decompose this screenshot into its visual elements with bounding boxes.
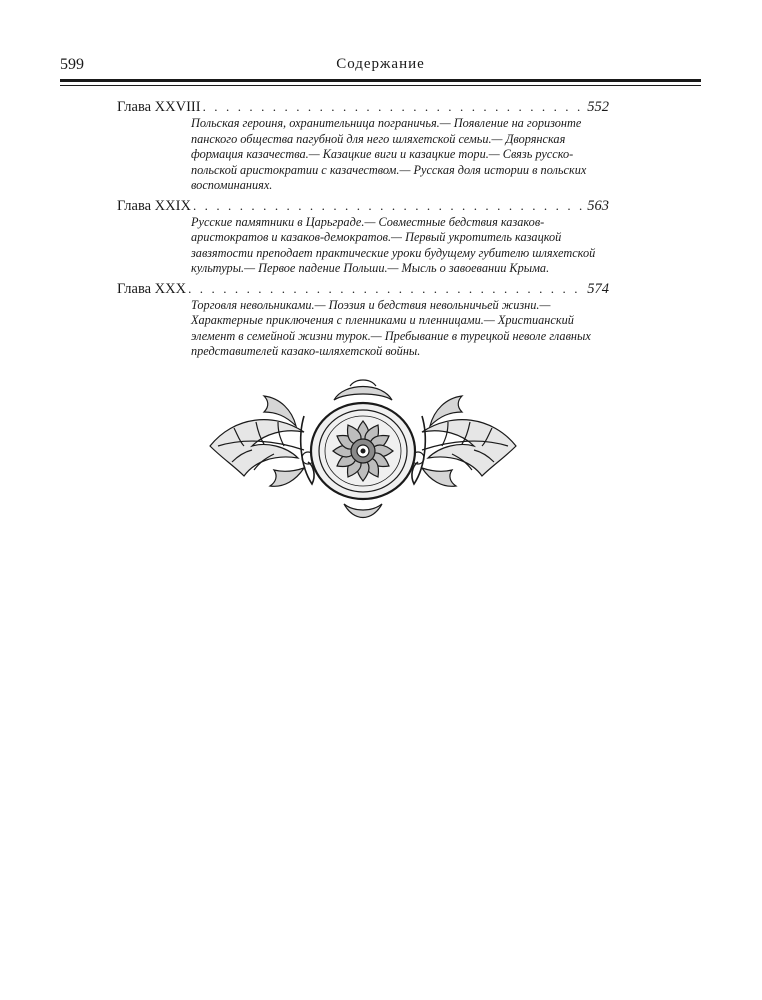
toc-entry-28	[117, 98, 609, 194]
chapter-title: Глава XXIX	[117, 197, 191, 214]
dot-leader	[203, 98, 586, 116]
chapter-title: Глава XXVIII	[117, 99, 201, 115]
running-title: Содержание	[336, 56, 425, 72]
toc-entry-30	[117, 280, 609, 360]
toc-entry-head	[117, 280, 609, 298]
chapter-summary: Русские памятники в Царьграде.— Совместные бедствия казаков-аристократов и казаков-демократов.— Первый укротитель казацкой завзятости преподает практические уроки будущему губителю шляхетской культуры.— Первое падение Польши.— Мысль о завоевании Крыма.	[191, 214, 596, 275]
table-of-contents	[117, 98, 609, 363]
page-header	[60, 56, 701, 76]
chapter-title: Глава XXX	[117, 280, 187, 297]
header-rule-thin	[60, 85, 701, 86]
chapter-summary: Польская героиня, охранительница пограничья.— Появление на горизонте панского общества пагубной для него шляхетской семьи.— Дворянская формация казачества.— Казацкие виги и казацкие тори.— Связь русско-польской аристократии с казачеством.— Русская доля истории в польских воспоминаниях.	[191, 116, 587, 192]
chapter-summary: Торговля невольниками.— Поэзия и бедствия невольничьей жизни.— Характерные приключения с пленниками и пленницами.— Христианский элемент в семейной жизни турок.— Пребывание в турецкой неволе главных представителей казако-шляхетской войны.	[191, 297, 591, 358]
toc-entry-head	[117, 98, 609, 116]
dot-leader	[188, 280, 585, 298]
page-number: 599	[60, 56, 84, 73]
chapter-page: 563	[587, 197, 609, 214]
chapter-page: 552	[587, 99, 609, 115]
toc-entry-29	[117, 197, 609, 277]
rosette-foliage-vignette-icon	[204, 376, 522, 526]
dot-leader	[193, 197, 585, 215]
toc-entry-head	[117, 197, 609, 215]
chapter-page: 574	[587, 280, 609, 297]
header-rule-thick	[60, 79, 701, 82]
